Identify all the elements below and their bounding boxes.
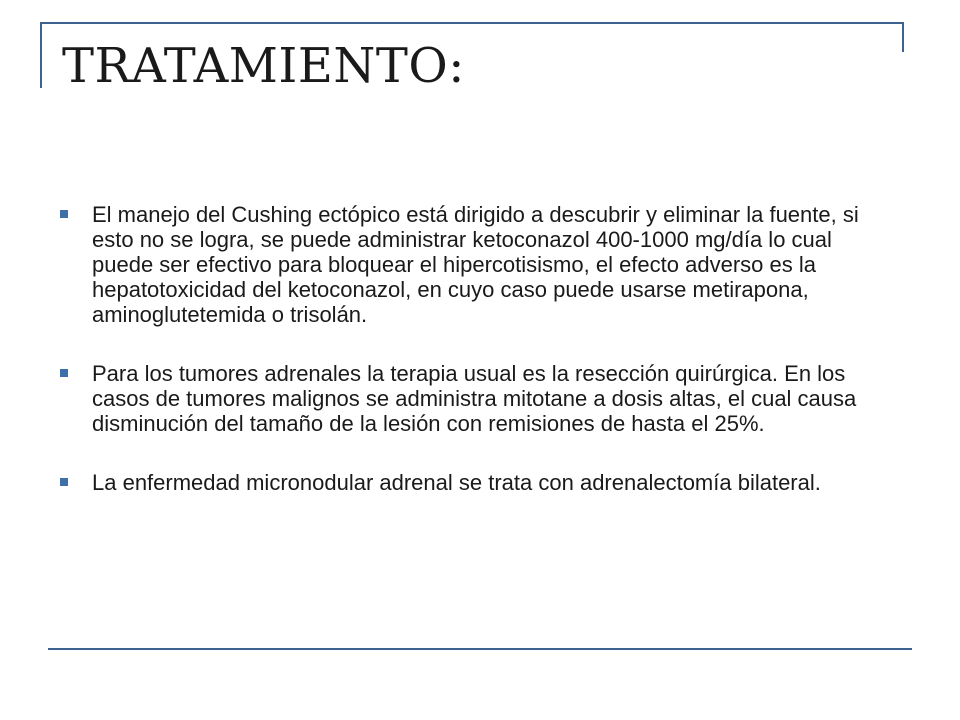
slide-title: TRATAMIENTO: [62,38,465,94]
bullet-text: El manejo del Cushing ectópico está dirigido a descubrir y eliminar la fuente, si esto no se logra, se puede administrar ketoconazol 400-1000 mg/día lo cual puede ser efectivo para bloquear el hipercotisismo, el efecto adverso es la hepatotoxicidad del ketoconazol, en cuyo caso puede usarse metirapona, aminoglutetemida o trisolán. [92,202,859,327]
square-bullet-icon [60,369,68,377]
frame-line-left [40,22,42,88]
frame-line-right [902,22,904,52]
bullet-item [60,361,890,436]
bullet-text: Para los tumores adrenales la terapia usual es la resección quirúrgica. En los casos de tumores malignos se administra mitotane a dosis altas, el cual causa disminución del tamaño de la lesión con remisiones de hasta el 25%. [92,361,857,436]
square-bullet-icon [60,210,68,218]
bullet-text: La enfermedad micronodular adrenal se trata con adrenalectomía bilateral. [92,470,821,495]
frame-line-top [40,22,904,24]
bullet-item [60,470,890,495]
frame-line-bottom [48,648,912,650]
square-bullet-icon [60,478,68,486]
bullet-list [60,202,890,529]
bullet-item [60,202,890,327]
